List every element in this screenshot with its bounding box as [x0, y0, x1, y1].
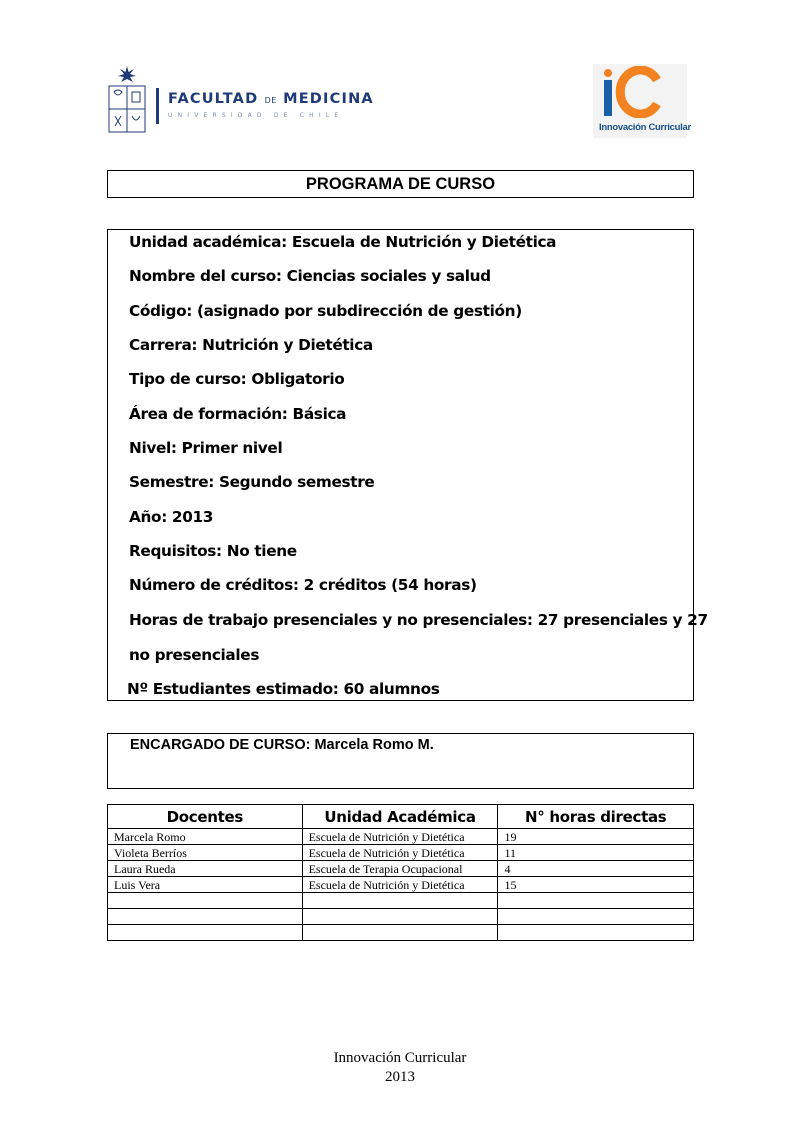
cell-horas: 4 [498, 861, 694, 877]
cell-docente [108, 893, 303, 909]
docentes-table [107, 804, 694, 941]
cell-unidad [302, 909, 498, 925]
table-row [108, 829, 694, 845]
cell-docente: Violeta Berríos [108, 845, 303, 861]
cell-horas: 15 [498, 877, 694, 893]
cell-unidad: Escuela de Terapia Ocupacional [302, 861, 498, 877]
encargado-box [107, 733, 694, 789]
header-docentes: Docentes [108, 805, 303, 829]
ic-c-icon [615, 66, 663, 118]
table-header-row [108, 805, 694, 829]
course-info-box [107, 229, 708, 701]
cell-horas [498, 893, 694, 909]
cell-horas: 11 [498, 845, 694, 861]
cell-docente: Marcela Romo [108, 829, 303, 845]
table-row [108, 845, 694, 861]
header-horas-directas: N° horas directas [498, 805, 694, 829]
university-name: UNIVERSIDAD DE CHILE [168, 112, 344, 119]
cell-unidad [302, 893, 498, 909]
cell-unidad: Escuela de Nutrición y Dietética [302, 877, 498, 893]
ic-logo-label: Innovación Curricular [599, 122, 691, 133]
logo-divider [156, 88, 159, 124]
table-row-empty [108, 925, 694, 941]
cell-docente: Luis Vera [108, 877, 303, 893]
info-anio: Año: 2013 [129, 508, 214, 526]
table-row [108, 861, 694, 877]
info-area-formacion: Área de formación: Básica [129, 405, 347, 423]
info-estudiantes: Nº Estudiantes estimado: 60 alumnos [127, 680, 440, 698]
info-unidad-academica: Unidad académica: Escuela de Nutrición y Dietética [129, 233, 557, 251]
footer-line-1: Innovación Curricular [333, 1050, 467, 1066]
header-unidad-academica: Unidad Académica [302, 805, 498, 829]
info-nivel: Nivel: Primer nivel [129, 439, 283, 457]
footer-line-2: 2013 [385, 1069, 415, 1085]
info-carrera: Carrera: Nutrición y Dietética [129, 336, 373, 354]
table-row-empty [108, 893, 694, 909]
cell-docente [108, 909, 303, 925]
cell-horas [498, 909, 694, 925]
cell-docente [108, 925, 303, 941]
info-codigo: Código: (asignado por subdirección de gestión) [129, 302, 522, 320]
university-seal-icon [106, 64, 148, 136]
info-creditos: Número de créditos: 2 créditos (54 horas) [129, 576, 477, 594]
cell-unidad: Escuela de Nutrición y Dietética [302, 829, 498, 845]
ic-logo [593, 64, 691, 138]
table-row [108, 877, 694, 893]
cell-horas [498, 925, 694, 941]
info-tipo-curso: Tipo de curso: Obligatorio [129, 370, 345, 388]
info-horas-trabajo: Horas de trabajo presenciales y no presenciales: 27 presenciales y 27 [129, 611, 708, 629]
info-horas-trabajo-cont: no presenciales [129, 646, 260, 664]
table-row-empty [108, 909, 694, 925]
faculty-title: FACULTAD DE MEDICINA [168, 91, 374, 107]
cell-unidad [302, 925, 498, 941]
info-requisitos: Requisitos: No tiene [129, 542, 297, 560]
ic-dot-icon [604, 69, 612, 77]
info-semestre: Semestre: Segundo semestre [129, 473, 375, 491]
cell-horas: 19 [498, 829, 694, 845]
faculty-logo [106, 64, 374, 138]
cell-unidad: Escuela de Nutrición y Dietética [302, 845, 498, 861]
cell-docente: Laura Rueda [108, 861, 303, 877]
info-nombre-curso: Nombre del curso: Ciencias sociales y salud [129, 267, 491, 285]
page-title: PROGRAMA DE CURSO [107, 170, 694, 198]
ic-stem-icon [604, 80, 612, 116]
encargado-text: ENCARGADO DE CURSO: Marcela Romo M. [130, 737, 434, 753]
